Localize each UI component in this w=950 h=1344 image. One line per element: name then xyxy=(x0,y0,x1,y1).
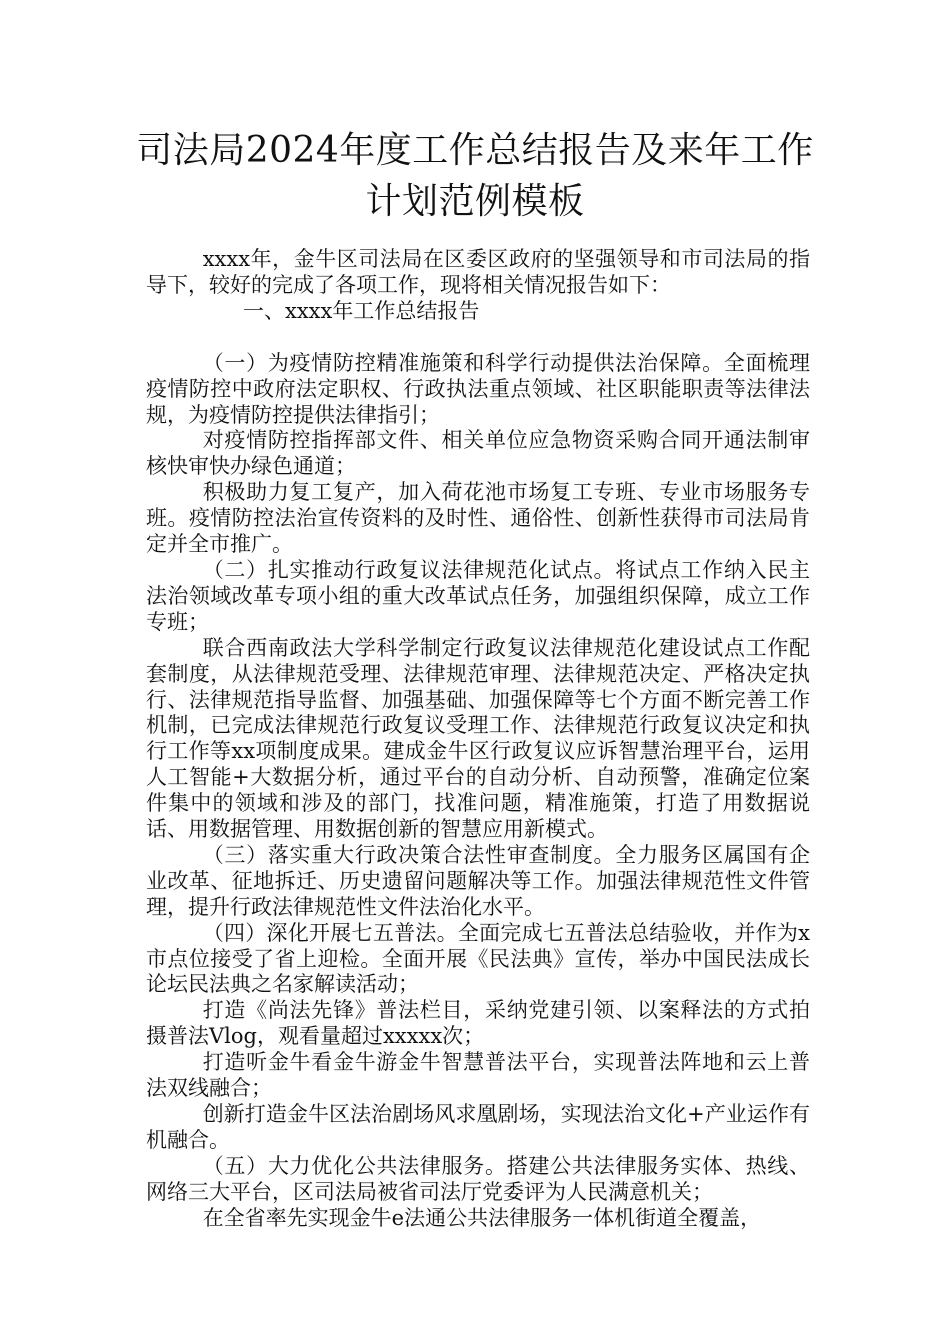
paragraph: 积极助力复工复产，加入荷花池市场复工专班、专业市场服务专班。疫情防控法治宣传资料的及时性、通俗性、创新性获得市司法局肯定并全市推广。 xyxy=(146,480,810,557)
paragraph: 打造听金牛看金牛游金牛智慧普法平台，实现普法阵地和云上普法双线融合； xyxy=(146,1050,810,1101)
document-body xyxy=(146,247,810,1232)
paragraph: （五）大力优化公共法律服务。搭建公共法律服务实体、热线、网络三大平台，区司法局被省司法厅党委评为人民满意机关； xyxy=(146,1153,810,1204)
paragraph: 联合西南政法大学科学制定行政复议法律规范化建设试点工作配套制度，从法律规范受理、法律规范审理、法律规范决定、严格决定执行、法律规范指导监督、加强基础、加强保障等七个方面不断完善工作机制，已完成法律规范行政复议受理工作、法律规范行政复议决定和执行工作等xx项制度成果。建成金牛区行政复议应诉智慧治理平台，运用人工智能+大数据分析，通过平台的自动分析、自动预警，准确定位案件集中的领域和涉及的部门，找准问题，精准施策，打造了用数据说话、用数据管理、用数据创新的智慧应用新模式。 xyxy=(146,635,810,842)
paragraph: （四）深化开展七五普法。全面完成七五普法总结验收，并作为x市点位接受了省上迎检。全面开展《民法典》宣传，举办中国民法成长论坛民法典之名家解读活动； xyxy=(146,920,810,997)
paragraph-intro: xxxx年，金牛区司法局在区委区政府的坚强领导和市司法局的指导下，较好的完成了各项工作，现将相关情况报告如下： xyxy=(146,247,810,297)
document-title-line-2: 计划范例模板 xyxy=(365,181,585,222)
paragraph: （一）为疫情防控精准施策和科学行动提供法治保障。全面梳理疫情防控中政府法定职权、行政执法重点领域、社区职能职责等法律法规，为疫情防控提供法律指引； xyxy=(146,350,810,427)
paragraph: （三）落实重大行政决策合法性审查制度。全力服务区属国有企业改革、征地拆迁、历史遗留问题解决等工作。加强法律规范性文件管理，提升行政法律规范性文件法治化水平。 xyxy=(146,842,810,919)
document-title-line-1: 司法局2024年度工作总结报告及来年工作 xyxy=(136,130,814,171)
paragraph: 对疫情防控指挥部文件、相关单位应急物资采购合同开通法制审核快审快办绿色通道； xyxy=(146,428,810,479)
paragraph: 打造《尚法先锋》普法栏目，采纳党建引领、以案释法的方式拍摄普法Vlog，观看量超过xxxxx次； xyxy=(146,998,810,1049)
paragraph: （二）扎实推动行政复议法律规范化试点。将试点工作纳入民主法治领域改革专项小组的重大改革试点任务，加强组织保障，成立工作专班； xyxy=(146,557,810,634)
paragraph: 在全省率先实现金牛e法通公共法律服务一体机街道全覆盖， xyxy=(202,1205,762,1230)
section-heading: 一、xxxx年工作总结报告 xyxy=(243,298,480,323)
paragraph: 创新打造金牛区法治剧场风求凰剧场，实现法治文化+产业运作有机融合。 xyxy=(146,1102,810,1152)
